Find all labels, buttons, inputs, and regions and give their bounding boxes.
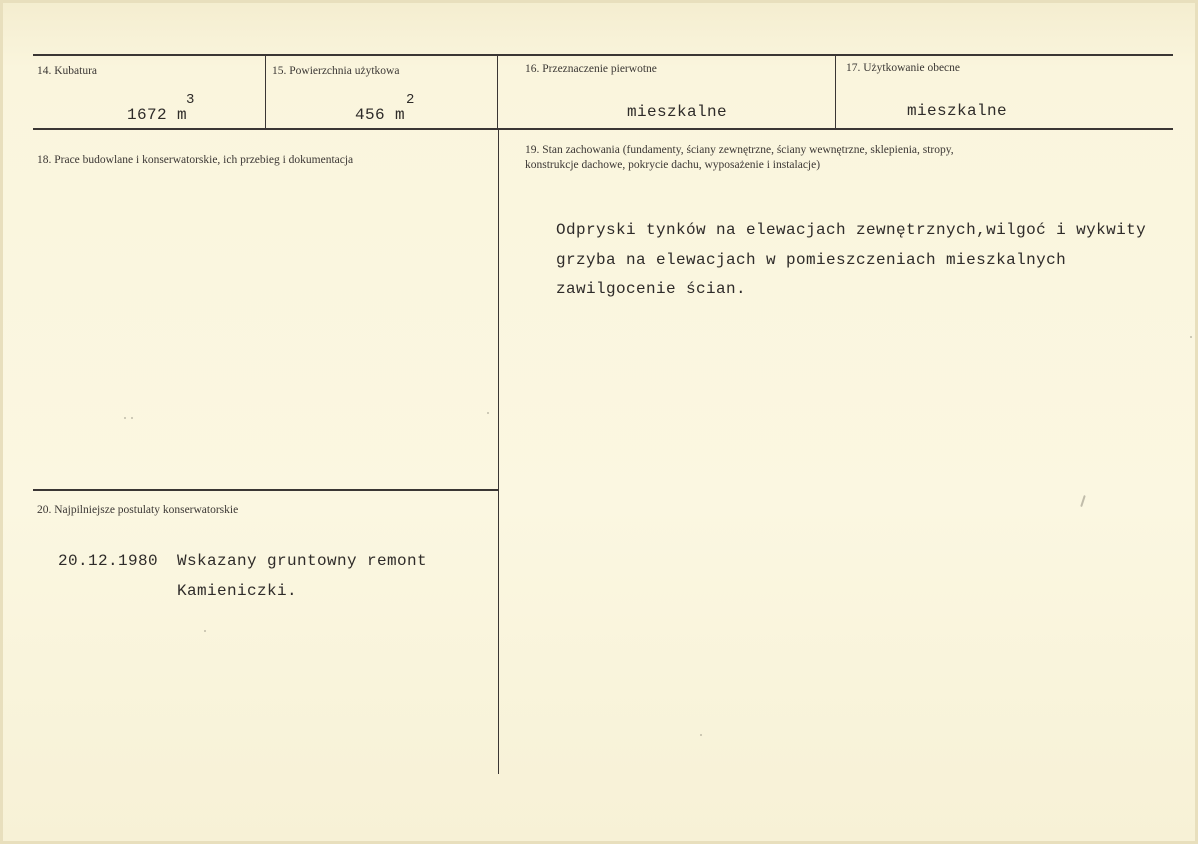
field-14-label: 14. Kubatura <box>37 65 98 77</box>
divider-15-16 <box>497 55 498 129</box>
paper-speck <box>487 412 489 414</box>
field-19-text-line-1: Odpryski tynków na elewacjach zewnętrznych,wilgoć i wykwity <box>556 221 1147 239</box>
field-19-text-line-2: grzyba na elewacjach w pomieszczeniach mieszkalnych <box>556 250 1067 269</box>
field-19-text-line-3: zawilgocenie ścian. <box>556 280 747 298</box>
field-17-label: 17. Użytkowanie obecne <box>846 62 961 74</box>
paper-speck <box>131 417 133 419</box>
field-15-label: 15. Powierzchnia użytkowa <box>272 65 400 77</box>
field-20-date: 20.12.1980 <box>58 552 159 570</box>
paper-speck <box>700 734 702 736</box>
header-bottom-rule <box>33 128 1173 130</box>
field-16-value: mieszkalne <box>627 103 728 121</box>
field-14-unit-exponent: 3 <box>186 92 195 108</box>
paper-speck <box>204 630 206 632</box>
top-rule <box>33 54 1173 56</box>
field-20-text-line-2: Kamieniczki. <box>177 581 298 600</box>
field-19-label-line-2: konstrukcje dachowe, pokrycie dachu, wyposażenie i instalacje) <box>525 159 821 171</box>
field-20-top-rule <box>33 489 498 491</box>
paper-speck <box>1080 495 1085 507</box>
field-20-label: 20. Najpilniejsze postulaty konserwatorskie <box>37 504 239 516</box>
paper-speck <box>1190 336 1192 338</box>
field-14-value: 1672 m <box>127 106 188 124</box>
field-20-text-line-1: Wskazany gruntowny remont <box>177 552 428 570</box>
field-15-value: 456 m <box>355 106 406 124</box>
field-20-text <box>177 547 427 606</box>
field-18-label: 18. Prace budowlane i konserwatorskie, ich przebieg i dokumentacja <box>37 154 354 166</box>
field-17-value: mieszkalne <box>907 102 1008 120</box>
paper-speck <box>124 417 126 419</box>
divider-main-column <box>498 129 499 774</box>
field-15-unit-exponent: 2 <box>406 92 415 108</box>
field-19-text <box>556 216 1146 305</box>
field-19-label-line-1: 19. Stan zachowania (fundamenty, ściany zewnętrzne, ściany wewnętrzne, sklepienia, stropy, <box>525 144 954 156</box>
divider-14-15 <box>265 55 266 129</box>
divider-16-17 <box>835 55 836 129</box>
field-16-label: 16. Przeznaczenie pierwotne <box>525 63 657 75</box>
